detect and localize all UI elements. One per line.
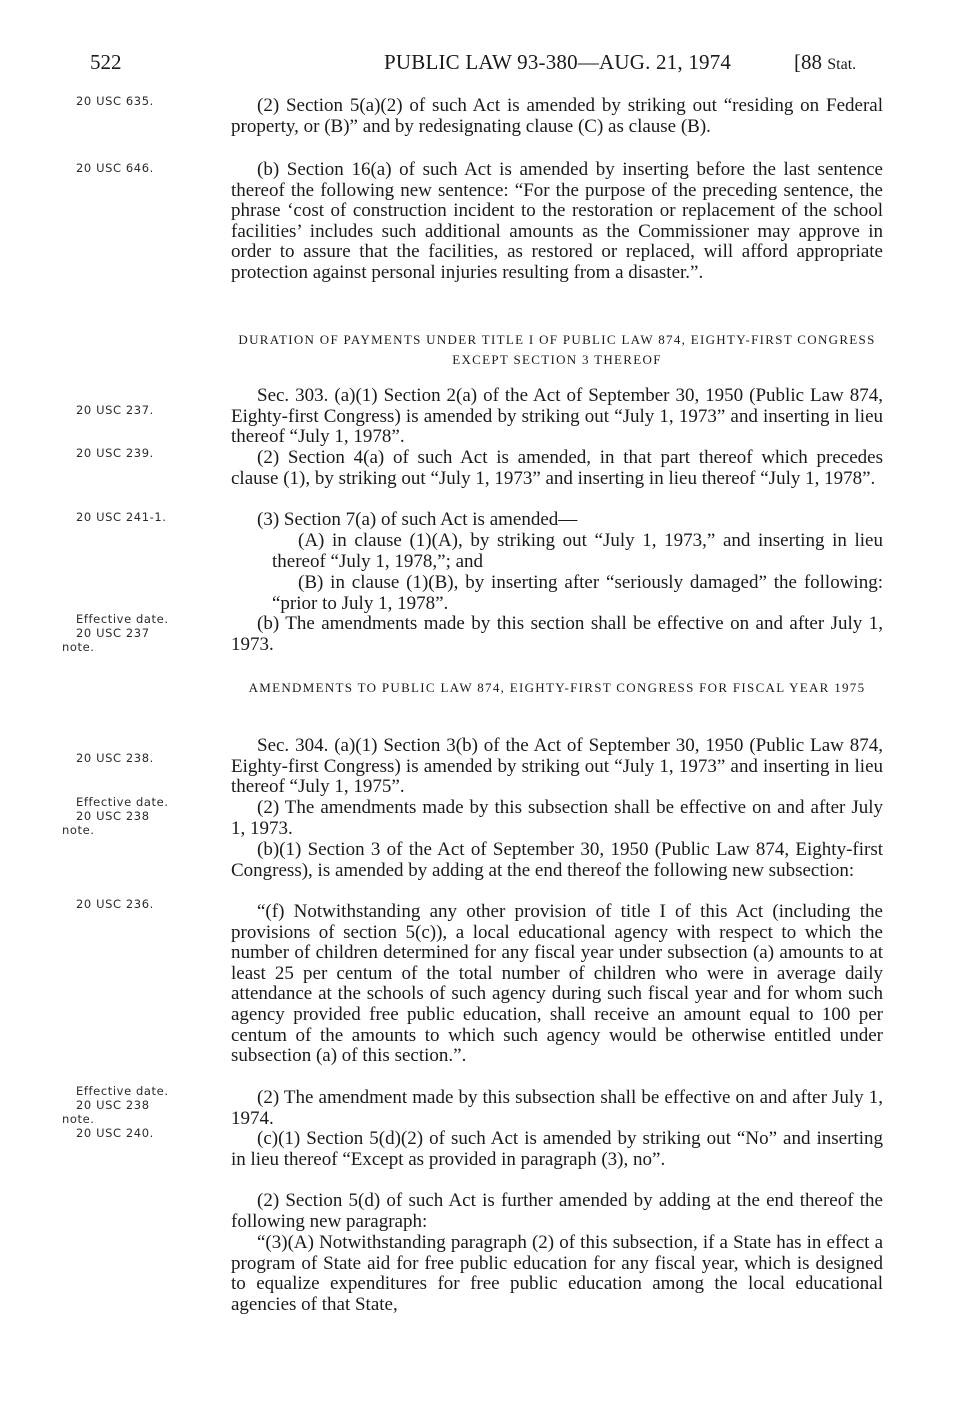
paragraph-sec-304-a2: (2) The amendments made by this subsection shall be effective on and after July 1, 1973. (231, 797, 883, 839)
margin-note-citation: 20 USC 237 (76, 626, 150, 640)
margin-note-effective-date-3 (62, 1084, 212, 1126)
margin-note-20-usc-236: 20 USC 236. (76, 897, 154, 911)
paragraph-section-16a: (b) Section 16(a) of such Act is amended by inserting before the last sentence thereof the following new sentence: “For the purpose of the preceding sentence, the phrase ‘cost of construction incident to the restoration or replacement of the school facilities’ includes such additional amounts as the Commissioner may approve in order to assure that the facilities, as restored or replaced, will afford appropriate protection against personal injuries resulting from a disaster.”. (231, 159, 883, 283)
paragraph-sec-303-a3: (3) Section 7(a) of such Act is amended— (257, 509, 578, 530)
margin-note-effective-date-1 (62, 612, 212, 654)
running-title: PUBLIC LAW 93-380—AUG. 21, 1974 (384, 50, 732, 74)
margin-note-label: Effective date. (76, 1084, 169, 1098)
paragraph-sec-304-c2: (2) Section 5(d) of such Act is further amended by adding at the end thereof the following new paragraph: (231, 1190, 883, 1232)
paragraph-clause-B: (B) in clause (1)(B), by inserting after “seriously damaged” the following: “prior to July 1, 1978”. (272, 572, 883, 614)
margin-note-citation: 20 USC 238 (76, 1098, 150, 1112)
margin-note-20-usc-238: 20 USC 238. (76, 751, 154, 765)
margin-note-effective-date-2 (62, 795, 212, 837)
margin-note-20-usc-635: 20 USC 635. (76, 94, 154, 108)
section-heading-amendments-fiscal-1975: AMENDMENTS TO PUBLIC LAW 874, EIGHTY-FIRST CONGRESS FOR FISCAL YEAR 1975 (248, 680, 866, 695)
statute-abbrev: Stat. (827, 56, 857, 73)
paragraph-paragraph-3A: “(3)(A) Notwithstanding paragraph (2) of this subsection, if a State has in effect a program of State aid for free public education for any fiscal year, which is designed to equalize expenditures for free public education among the local educational agencies of that State, (231, 1232, 883, 1315)
margin-note-20-usc-239: 20 USC 239. (76, 446, 154, 460)
margin-note-20-usc-241-1: 20 USC 241-1. (76, 510, 167, 524)
margin-note-20-usc-237: 20 USC 237. (76, 403, 154, 417)
margin-note-label: Effective date. (76, 795, 169, 809)
page-number: 522 (90, 50, 122, 74)
margin-note-suffix: note. (62, 823, 95, 837)
paragraph-sec-303-b: (b) The amendments made by this section shall be effective on and after July 1, 1973. (231, 613, 883, 655)
paragraph-sec-303-a1: Sec. 303. (a)(1) Section 2(a) of the Act of September 30, 1950 (Public Law 874, Eighty-first Congress) is amended by striking out “July 1, 1973” and inserting in lieu thereof “July 1, 1978”. (231, 385, 883, 448)
paragraph-sec-304-c1: (c)(1) Section 5(d)(2) of such Act is amended by striking out “No” and inserting in lieu thereof “Except as provided in paragraph (3), no”. (231, 1128, 883, 1170)
statute-reference (794, 50, 856, 75)
paragraph-sec-304-a1: Sec. 304. (a)(1) Section 3(b) of the Act of September 30, 1950 (Public Law 874, Eighty-first Congress) is amended by striking out “July 1, 1973” and inserting in lieu thereof “July 1, 1975”. (231, 735, 883, 798)
statute-volume: [88 (794, 50, 822, 74)
margin-note-suffix: note. (62, 640, 95, 654)
paragraph-section-5a2: (2) Section 5(a)(2) of such Act is amended by striking out “residing on Federal property, or (B)” and by redesignating clause (C) as clause (B). (231, 95, 883, 137)
margin-note-suffix: note. (62, 1112, 95, 1126)
margin-note-citation: 20 USC 238 (76, 809, 150, 823)
margin-note-20-usc-240: 20 USC 240. (76, 1126, 154, 1140)
paragraph-subsection-f: “(f) Notwithstanding any other provision of title I of this Act (including the provisions of section 5(c)), a local educational agency with respect to which the number of children determined for any fiscal year under subsection (a) amounts to at least 25 per centum of the total number of children who were in average daily attendance at the schools of such agency during such fiscal year and for whom such agency provided free public education, shall receive an amount equal to 100 per centum of the amounts to which such agency would be otherwise entitled under subsection (a) of this section.”. (231, 901, 883, 1067)
margin-note-20-usc-646: 20 USC 646. (76, 161, 154, 175)
section-heading-duration-of-payments: DURATION OF PAYMENTS UNDER TITLE I OF PUBLIC LAW 874, EIGHTY-FIRST CONGRESS EXCEPT SECTION 3 THEREOF (238, 332, 876, 367)
margin-note-label: Effective date. (76, 612, 169, 626)
paragraph-sec-304-b2: (2) The amendment made by this subsection shall be effective on and after July 1, 1974. (231, 1087, 883, 1129)
paragraph-sec-304-b1: (b)(1) Section 3 of the Act of September 30, 1950 (Public Law 874, Eighty-first Congress), is amended by adding at the end thereof the following new subsection: (231, 839, 883, 881)
paragraph-sec-303-a2: (2) Section 4(a) of such Act is amended, in that part thereof which precedes clause (1), by striking out “July 1, 1973” and inserting in lieu thereof “July 1, 1978”. (231, 447, 883, 489)
paragraph-clause-A: (A) in clause (1)(A), by striking out “July 1, 1973,” and inserting in lieu thereof “July 1, 1978,”; and (272, 530, 883, 572)
